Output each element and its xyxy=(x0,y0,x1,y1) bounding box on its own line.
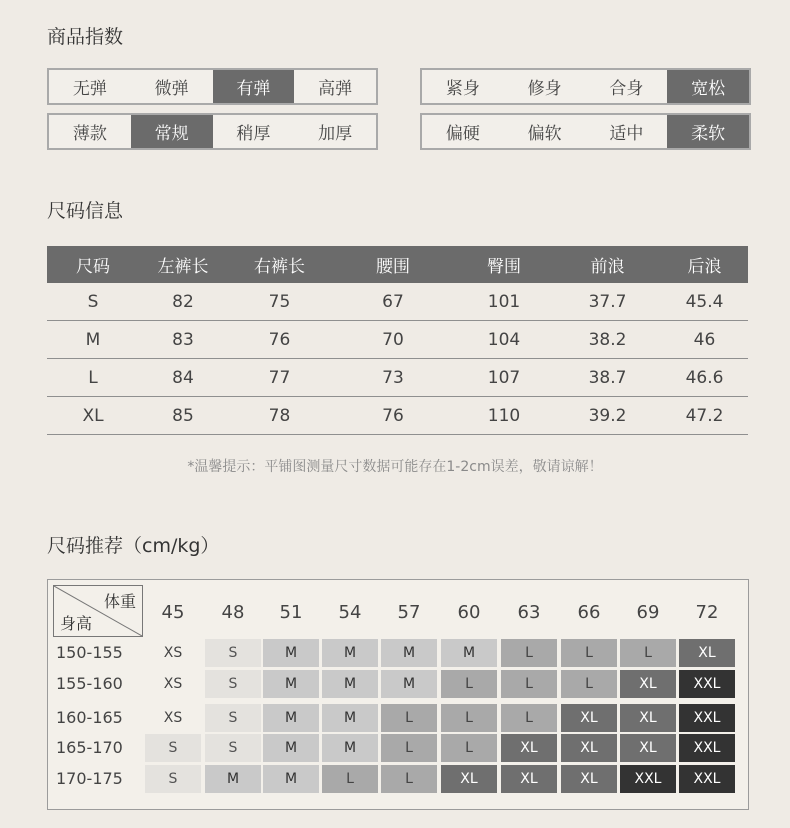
size-recommend-cell: XL xyxy=(561,704,617,732)
size-table-cell: 82 xyxy=(172,291,194,312)
size-recommend-cell: L xyxy=(322,765,378,793)
height-header: 165-170 xyxy=(56,738,123,757)
size-table-body xyxy=(47,283,748,435)
index-option: 偏硬 xyxy=(445,124,480,144)
size-recommend-cell: XL xyxy=(501,734,557,762)
size-recommend-cell: M xyxy=(322,704,378,732)
size-recommend-cell: M xyxy=(263,704,319,732)
size-table-cell: 67 xyxy=(382,291,404,312)
weight-header: 48 xyxy=(221,602,245,623)
size-table-header-cell: 前浪 xyxy=(590,257,625,277)
softness-group xyxy=(420,113,751,150)
size-recommend-cell: XS xyxy=(145,670,201,698)
index-option: 微弹 xyxy=(154,79,189,99)
size-table xyxy=(47,246,748,435)
size-table-cell: 38.7 xyxy=(588,367,627,388)
size-recommend-cell: XL xyxy=(501,765,557,793)
weight-header: 51 xyxy=(279,602,303,623)
index-option: 柔软 xyxy=(667,115,749,148)
size-recommend-cell: L xyxy=(620,639,676,667)
size-table-cell: XL xyxy=(82,405,104,426)
size-table-header-cell: 尺码 xyxy=(76,257,110,277)
size-recommend-cell: M xyxy=(205,765,261,793)
weight-header: 57 xyxy=(397,602,421,623)
size-table-cell: 78 xyxy=(268,405,291,426)
weight-header: 69 xyxy=(636,602,660,623)
size-recommend-cell: M xyxy=(322,670,378,698)
index-option: 适中 xyxy=(609,124,644,144)
table-row xyxy=(47,359,748,397)
size-recommend-cell: L xyxy=(501,670,557,698)
size-recommend-cell: XS xyxy=(145,704,201,732)
size-recommend-cell: M xyxy=(322,734,378,762)
index-option: 高弹 xyxy=(318,79,353,99)
height-header: 155-160 xyxy=(56,674,123,693)
index-option: 薄款 xyxy=(72,124,107,144)
size-recommend-cell: L xyxy=(561,639,617,667)
index-option: 宽松 xyxy=(667,70,749,103)
size-recommend-cell: M xyxy=(381,670,437,698)
weight-header: 66 xyxy=(577,602,601,623)
size-table-cell: 77 xyxy=(268,367,291,388)
size-recommend-cell: L xyxy=(441,670,497,698)
size-recommend-cell: XL xyxy=(561,765,617,793)
size-recommend-cell: S xyxy=(145,765,201,793)
size-recommend-cell: L xyxy=(381,734,437,762)
table-row xyxy=(47,283,748,321)
thickness-group xyxy=(47,113,378,150)
fit-group xyxy=(420,68,751,105)
size-info-title: 尺码信息 xyxy=(47,200,124,222)
size-recommend-cell: L xyxy=(441,704,497,732)
recommend-title: 尺码推荐（cm/kg） xyxy=(47,535,220,557)
size-recommend-cell: S xyxy=(205,734,261,762)
size-recommend-cell: XXL xyxy=(620,765,676,793)
index-option: 加厚 xyxy=(318,124,353,144)
size-table-cell: 84 xyxy=(172,367,194,388)
size-table-header-cell: 左裤长 xyxy=(157,257,209,277)
weight-header: 45 xyxy=(161,602,185,623)
size-recommend-cell: L xyxy=(381,704,437,732)
size-recommend-cell: M xyxy=(381,639,437,667)
index-option: 偏软 xyxy=(527,124,562,144)
size-table-cell: 46.6 xyxy=(685,367,724,388)
size-table-cell: 76 xyxy=(382,405,404,426)
size-recommend-cell: L xyxy=(501,639,557,667)
index-option: 合身 xyxy=(609,79,644,99)
size-recommend-cell: L xyxy=(441,734,497,762)
size-table-cell: 45.4 xyxy=(685,291,724,312)
size-recommend-cell: M xyxy=(263,639,319,667)
index-option: 有弹 xyxy=(213,70,295,103)
size-table-cell: S xyxy=(87,291,99,312)
weight-header: 54 xyxy=(338,602,362,623)
size-table-header xyxy=(47,246,748,283)
size-table-header-cell: 右裤长 xyxy=(254,257,305,277)
size-recommend-cell: M xyxy=(263,670,319,698)
height-header: 150-155 xyxy=(56,643,123,662)
size-table-cell: 73 xyxy=(382,367,404,388)
table-row xyxy=(47,321,748,359)
size-table-cell: 107 xyxy=(487,367,521,388)
size-table-cell: 37.7 xyxy=(588,291,627,312)
size-recommend-cell: XL xyxy=(679,639,735,667)
weight-header: 72 xyxy=(695,602,719,623)
size-table-cell: 101 xyxy=(487,291,521,312)
size-table-cell: 83 xyxy=(172,329,194,350)
height-header: 170-175 xyxy=(56,769,123,788)
size-table-cell: 75 xyxy=(268,291,291,312)
size-recommend-grid xyxy=(47,579,749,810)
size-table-header-cell: 腰围 xyxy=(376,257,410,277)
elasticity-group xyxy=(47,68,378,105)
size-recommend-cell: XXL xyxy=(679,704,735,732)
size-recommend-cell: XL xyxy=(620,670,676,698)
size-table-cell: L xyxy=(88,367,98,388)
size-table-cell: 39.2 xyxy=(588,405,627,426)
size-recommend-cell: XXL xyxy=(679,670,735,698)
size-table-cell: 46 xyxy=(693,329,716,350)
corner-header xyxy=(53,585,143,637)
height-header: 160-165 xyxy=(56,708,123,727)
size-table-cell: 38.2 xyxy=(588,329,627,350)
size-recommend-cell: M xyxy=(263,734,319,762)
size-table-cell: 76 xyxy=(268,329,291,350)
size-recommend-cell: M xyxy=(441,639,497,667)
size-table-cell: M xyxy=(85,329,101,350)
size-recommend-cell: XXL xyxy=(679,734,735,762)
size-table-cell: 70 xyxy=(382,329,404,350)
index-option: 紧身 xyxy=(445,79,480,99)
index-option: 稍厚 xyxy=(236,124,271,144)
size-recommend-cell: XS xyxy=(145,639,201,667)
size-table-cell: 47.2 xyxy=(685,405,724,426)
size-table-cell: 85 xyxy=(172,405,194,426)
index-option: 常规 xyxy=(131,115,213,148)
size-recommend-cell: XL xyxy=(561,734,617,762)
size-recommend-cell: XXL xyxy=(679,765,735,793)
size-table-cell: 110 xyxy=(487,405,521,426)
index-section-title: 商品指数 xyxy=(47,26,124,48)
size-recommend-cell: M xyxy=(263,765,319,793)
size-recommend-cell: S xyxy=(145,734,201,762)
size-table-header-cell: 臀围 xyxy=(487,257,521,277)
size-recommend-cell: S xyxy=(205,639,261,667)
size-recommend-cell: XL xyxy=(620,704,676,732)
weight-corner-label: 体重 xyxy=(103,592,136,611)
height-corner-label: 身高 xyxy=(60,614,93,633)
size-recommend-cell: XL xyxy=(620,734,676,762)
size-recommend-cell: L xyxy=(381,765,437,793)
index-option: 无弹 xyxy=(72,79,107,99)
weight-header: 63 xyxy=(517,602,541,623)
size-recommend-cell: L xyxy=(561,670,617,698)
size-recommend-cell: S xyxy=(205,704,261,732)
weight-header: 60 xyxy=(457,602,481,623)
table-row xyxy=(47,397,748,435)
size-recommend-cell: S xyxy=(205,670,261,698)
size-recommend-cell: XL xyxy=(441,765,497,793)
size-table-cell: 104 xyxy=(487,329,521,350)
index-option: 修身 xyxy=(527,79,562,99)
size-table-header-cell: 后浪 xyxy=(687,257,722,277)
measurement-note: *温馨提示：平铺图测量尺寸数据可能存在1-2cm误差，敬请谅解！ xyxy=(187,459,603,475)
size-recommend-cell: L xyxy=(501,704,557,732)
size-recommend-cell: M xyxy=(322,639,378,667)
